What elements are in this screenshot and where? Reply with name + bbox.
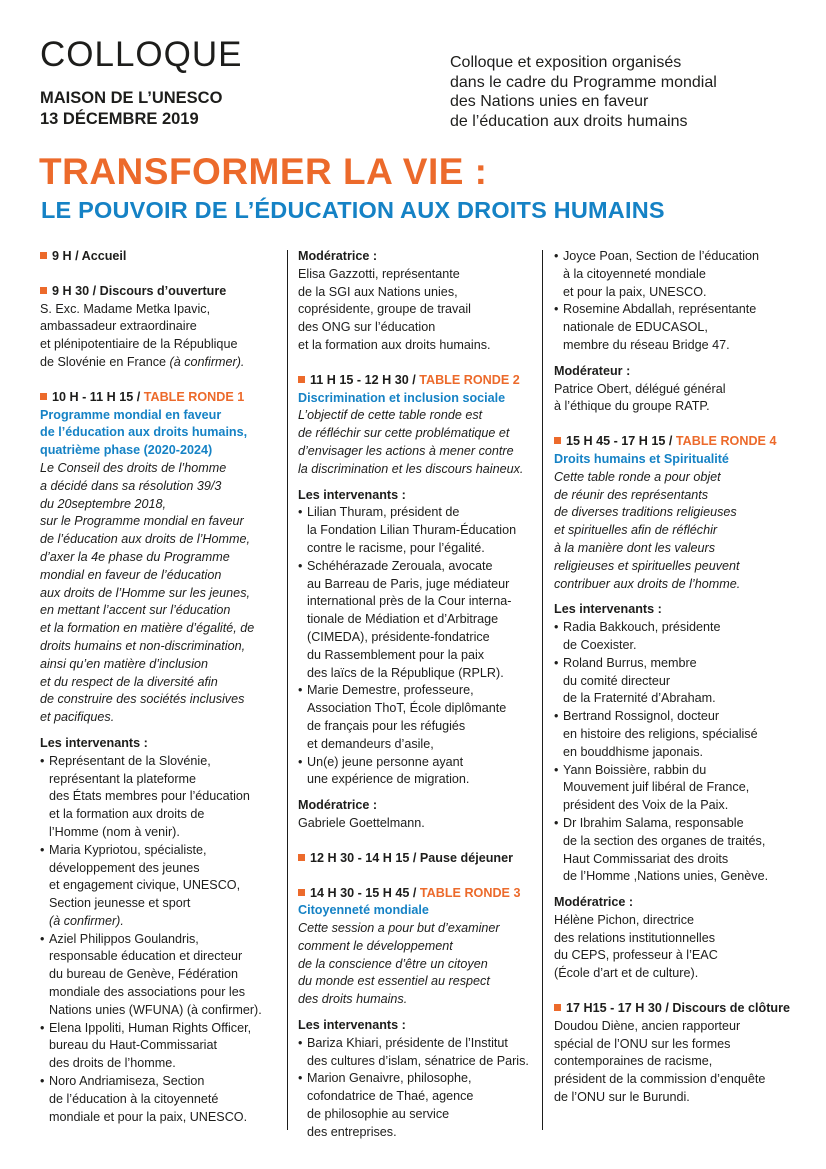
orange-square-icon [554,1004,561,1011]
desc-line: et du respect de la diversité afin [40,674,218,689]
desc-line: à la manière dont les valeurs [554,540,716,555]
item-line: en bouddhisme japonais. [563,744,704,759]
item-line: • Marie Demestre, professeure, [307,683,474,698]
moderatrice-heading: Modératrice : [298,249,378,263]
intervenants-heading: Les intervenants : [554,602,662,617]
item-line: en histoire des religions, spécialisé [563,726,758,741]
session-title [40,407,276,460]
orange-square-icon [298,889,305,896]
list-item [298,1070,536,1141]
item-line: international près de la Cour interna- [307,594,512,609]
item-line: de l’Homme ,Nations unies, Genève. [563,869,769,884]
item-line: Section jeunesse et sport [49,896,191,911]
desc-line: droits humains et non-discrimination, [40,638,246,653]
desc-line: et pacifiques. [40,710,115,725]
item-line: de la section des organes de traités, [563,833,766,848]
text-line: des relations institutionnelles [554,930,716,945]
item-line: et demandeurs d’asile, [307,736,434,751]
desc-line: de réfléchir sur cette problématique et [298,426,510,441]
moderateur-heading: Modérateur : [554,363,631,378]
item-line: cofondatrice de Thaé, agence [307,1089,474,1104]
desc-line: du monde est essentiel au respect [298,974,490,989]
item-line: la Fondation Lilian Thuram-Éducation [307,523,517,538]
item-line: une expérience de migration. [307,772,470,787]
desc-line: en mettant l’accent sur l’éducation [40,603,231,618]
list-item [40,1073,276,1126]
item-line: Haut Commissariat des droits [563,851,729,866]
intro-line: de l’éducation aux droits humains [450,112,688,130]
intro-text [450,53,717,131]
item-line: • Un(e) jeune personne ayant [307,754,464,769]
text-line: et plénipotentiaire de la République [40,337,238,352]
session-title: Droits humains et Spiritualité [554,451,729,466]
confirm-note: (à confirmer). [169,354,245,369]
item-line: des droits de l’homme. [49,1056,176,1071]
item-line: bureau du Haut-Commissariat [49,1038,217,1053]
session-accueil [40,248,276,266]
item-line: • Joyce Poan, Section de l’éducation [563,249,760,263]
item-line: représentant la plateforme [49,771,197,786]
list-item [554,708,794,761]
intervenants-list [40,753,276,1127]
item-line: • Lilian Thuram, président de [307,505,460,520]
desc-line: sur le Programme mondial en faveur [40,514,244,529]
text-line: à l’éthique du groupe RATP. [554,399,710,414]
text-line: Hélène Pichon, directrice [554,912,695,927]
list-item [554,248,794,301]
desc-line: d’envisager les actions à mener contre [298,443,514,458]
desc-line: mondial en faveur de l’éducation [40,567,222,582]
list-item [40,753,276,842]
session-time: 11 H 15 - 12 H 30 / [310,372,420,387]
session-time: 15 H 45 - 17 H 15 / [566,434,676,449]
desc-line: religieuses et spirituelles peuvent [554,558,740,573]
desc-line: de l’éducation aux droits de l’Homme, [40,532,251,547]
column-1 [40,248,276,1143]
item-line: • Bertrand Rossignol, docteur [563,709,720,724]
column-divider [542,250,543,1130]
table-ronde-label: TABLE RONDE 2 [419,372,520,387]
list-item [40,1020,276,1073]
desc-line: de la conscience d’être un citoyen [298,956,488,971]
text-fragment: de Slovénie en France [40,354,167,369]
orange-square-icon [40,252,47,259]
desc-line: Cette table ronde a pour objet [554,469,721,484]
item-line: (à confirmer). [49,913,124,928]
session-table-ronde-4 [554,433,794,983]
column-3 [554,248,794,1124]
item-line: Mouvement juif libéral de France, [563,780,750,795]
session-description [554,469,794,594]
item-line: mondiale et pour la paix, UNESCO. [49,1109,248,1124]
item-line: des cultures d’islam, sénatrice de Paris. [307,1053,529,1068]
text-line: S. Exc. Madame Metka Ipavic, [40,301,211,316]
text-line: spécial de l’ONU sur les formes [554,1036,731,1051]
list-item [40,842,276,931]
item-line: de la Fraternité d’Abraham. [563,691,716,706]
session-description [298,920,536,1009]
item-line: • Schéhérazade Zerouala, avocate [307,558,493,573]
session-table-ronde-1 [40,389,276,1127]
orange-square-icon [40,287,47,294]
table-ronde-label: TABLE RONDE 3 [419,885,521,900]
item-line: • Noro Andriamiseza, Section [49,1074,205,1089]
item-line: • Rosemine Abdallah, représentante [563,302,757,317]
list-item [40,931,276,1020]
item-line: de Coexister. [563,637,637,652]
session-ouverture [40,283,276,372]
desc-line: du 20septembre 2018, [40,496,167,511]
list-item [298,504,536,557]
item-line: l’Homme (nom à venir). [49,824,180,839]
item-line: tionale de Médiation et d’Arbitrage [307,612,499,627]
desc-line: de réunir des représentants [554,487,709,502]
text-line: (École d’art et de culture). [554,966,699,981]
desc-line: aux droits de l’Homme sur les jeunes, [40,585,250,600]
table-ronde-label: TABLE RONDE 1 [143,389,245,404]
text-line: contemporaines de racisme, [554,1054,713,1069]
session-time: 9 H / Accueil [52,249,127,263]
item-line: • Représentant de la Slovénie, [49,753,211,768]
session-time: 12 H 30 - 14 H 15 / Pause déjeuner [310,850,514,865]
desc-line: comment le développement [298,938,453,953]
desc-line: et la formation en matière d’égalité, de [40,621,255,636]
intervenants-list [298,1035,536,1142]
text-line: Doudou Diène, ancien rapporteur [554,1018,741,1033]
desc-line: a décidé dans sa résolution 39/3 [40,478,222,493]
desc-line: des droits humains. [298,992,408,1007]
desc-line: ainsi qu’en matière d’inclusion [40,656,209,671]
list-item [298,682,536,753]
text-line: du CEPS, professeur à l’EAC [554,948,718,963]
orange-square-icon [40,393,47,400]
session-description [298,407,536,478]
text-line: Gabriele Goettelmann. [298,815,425,830]
list-item [554,762,794,815]
item-line: contre le racisme, pour l’égalité. [307,540,485,555]
intervenants-list [554,619,794,886]
item-line: développement des jeunes [49,860,200,875]
session-time: 9 H 30 / Discours d’ouverture [52,283,227,298]
session-description [40,460,276,727]
text-line: de l’ONU sur le Burundi. [554,1090,690,1105]
list-item [554,619,794,655]
session-table-ronde-3 [298,885,536,1142]
desc-line: la discrimination et les discours haineux. [298,461,524,476]
orange-square-icon [554,437,561,444]
list-item [554,655,794,708]
desc-line: L’objectif de cette table ronde est [298,408,483,423]
session-pause [298,850,536,868]
text-line [40,354,276,372]
item-line: • Elena Ippoliti, Human Rights Officer, [49,1020,252,1035]
text-line: président de la commission d’enquête [554,1072,766,1087]
item-line: de français pour les réfugiés [307,718,466,733]
text-line: ambassadeur extraordinaire [40,319,197,334]
item-line: président des Voix de la Paix. [563,798,729,813]
session-time: 14 H 30 - 15 H 45 / [310,885,420,900]
item-line: du bureau de Genève, Fédération [49,967,239,982]
item-line: de l’éducation à la citoyenneté [49,1091,219,1106]
item-line: des États membres pour l’éducation [49,789,250,804]
desc-line: Cette session a pour but d’examiner [298,921,500,936]
title-line: de l’éducation aux droits humains, [40,425,248,440]
orange-square-icon [298,854,305,861]
text-line: et la formation aux droits humains. [298,337,491,352]
intervenants-list [298,504,536,789]
item-line: mondiale des associations pour les [49,985,246,1000]
column-2 [298,248,536,1159]
main-title: TRANSFORMER LA VIE : [39,151,488,192]
desc-line: de construire des sociétés inclusives [40,692,245,707]
item-line: du comité directeur [563,673,671,688]
item-line: Nations unies (WFUNA) (à confirmer). [49,1002,262,1017]
intervenants-heading: Les intervenants : [298,1018,406,1033]
item-line: • Aziel Philippos Goulandris, [49,931,199,946]
desc-line: contribuer aux droits de l’homme. [554,576,741,591]
item-line: • Radia Bakkouch, présidente [563,620,721,635]
intro-line: dans le cadre du Programme mondial [450,73,717,91]
item-line: • Maria Kypriotou, spécialiste, [49,842,207,857]
item-line: et engagement civique, UNESCO, [49,878,241,893]
item-line: à la citoyenneté mondiale [563,266,706,281]
item-line: des entreprises. [307,1124,397,1139]
intro-line: Colloque et exposition organisés [450,54,682,71]
desc-line: d’axer la 4e phase du Programme [40,549,230,564]
intro-line: des Nations unies en faveur [450,93,649,110]
header-left [40,36,243,130]
session-title: Discrimination et inclusion sociale [298,390,506,405]
moderatrice-block [298,248,536,355]
text-line: des ONG sur l’éducation [298,320,436,335]
main-subtitle: LE POUVOIR DE L’ÉDUCATION AUX DROITS HUMAINS [41,197,665,223]
table-ronde-label: TABLE RONDE 4 [675,434,777,449]
intervenants-heading: Les intervenants : [40,735,148,750]
item-line: (CIMEDA), présidente-fondatrice [307,629,490,644]
item-line: des laïcs de la République (RPLR). [307,665,504,680]
item-line: responsable éducation et directeur [49,949,243,964]
intervenants-continued [554,248,794,416]
desc-line: Le Conseil des droits de l’homme [40,460,227,475]
item-line: et la formation aux droits de [49,807,205,822]
desc-line: de diverses traditions religieuses [554,505,737,520]
item-line: et pour la paix, UNESCO. [563,284,707,299]
item-line: membre du réseau Bridge 47. [563,337,730,352]
desc-line: et spirituelles afin de réfléchir [554,523,718,538]
item-line: nationale de EDUCASOL, [563,320,708,335]
item-line: de philosophie au service [307,1107,450,1122]
item-line: • Dr Ibrahim Salama, responsable [563,815,744,830]
session-cloture [554,1000,794,1107]
item-line: au Barreau de Paris, juge médiateur [307,576,510,591]
text-line: Patrice Obert, délégué général [554,381,726,396]
intervenants-list [554,248,794,355]
session-title: Citoyenneté mondiale [298,903,429,918]
venue-line: MAISON DE L’UNESCO [40,89,223,107]
item-line: • Roland Burrus, membre [563,655,697,670]
venue-date [40,88,243,130]
title-line: Programme mondial en faveur [40,407,222,422]
text-line: Elisa Gazzotti, représentante [298,266,460,281]
list-item [554,815,794,886]
intervenants-heading: Les intervenants : [298,487,406,502]
column-divider [287,250,288,1130]
list-item [298,558,536,683]
text-line: de la SGI aux Nations unies, [298,284,458,299]
title-line: quatrième phase (2020-2024) [40,443,213,458]
session-time: 17 H15 - 17 H 30 / Discours de clôture [566,1001,790,1016]
colloque-heading: COLLOQUE [40,35,243,74]
list-item [298,754,536,790]
list-item [298,1035,536,1071]
item-line: • Bariza Khiari, présidente de l’Institut [307,1035,508,1050]
item-line: Association ThoT, École diplômante [307,701,507,716]
item-line: • Yann Boissière, rabbin du [563,762,707,777]
date-line: 13 DÉCEMBRE 2019 [40,110,199,128]
item-line: • Marion Genaivre, philosophe, [307,1071,472,1086]
item-line: du Rassemblement pour la paix [307,647,485,662]
list-item [554,301,794,354]
session-time: 10 H - 11 H 15 / [52,389,144,404]
text-line: coprésidente, groupe de travail [298,302,471,317]
orange-square-icon [298,376,305,383]
moderatrice-heading: Modératrice : [298,798,378,813]
moderatrice-heading: Modératrice : [554,895,634,910]
session-table-ronde-2 [298,372,536,833]
